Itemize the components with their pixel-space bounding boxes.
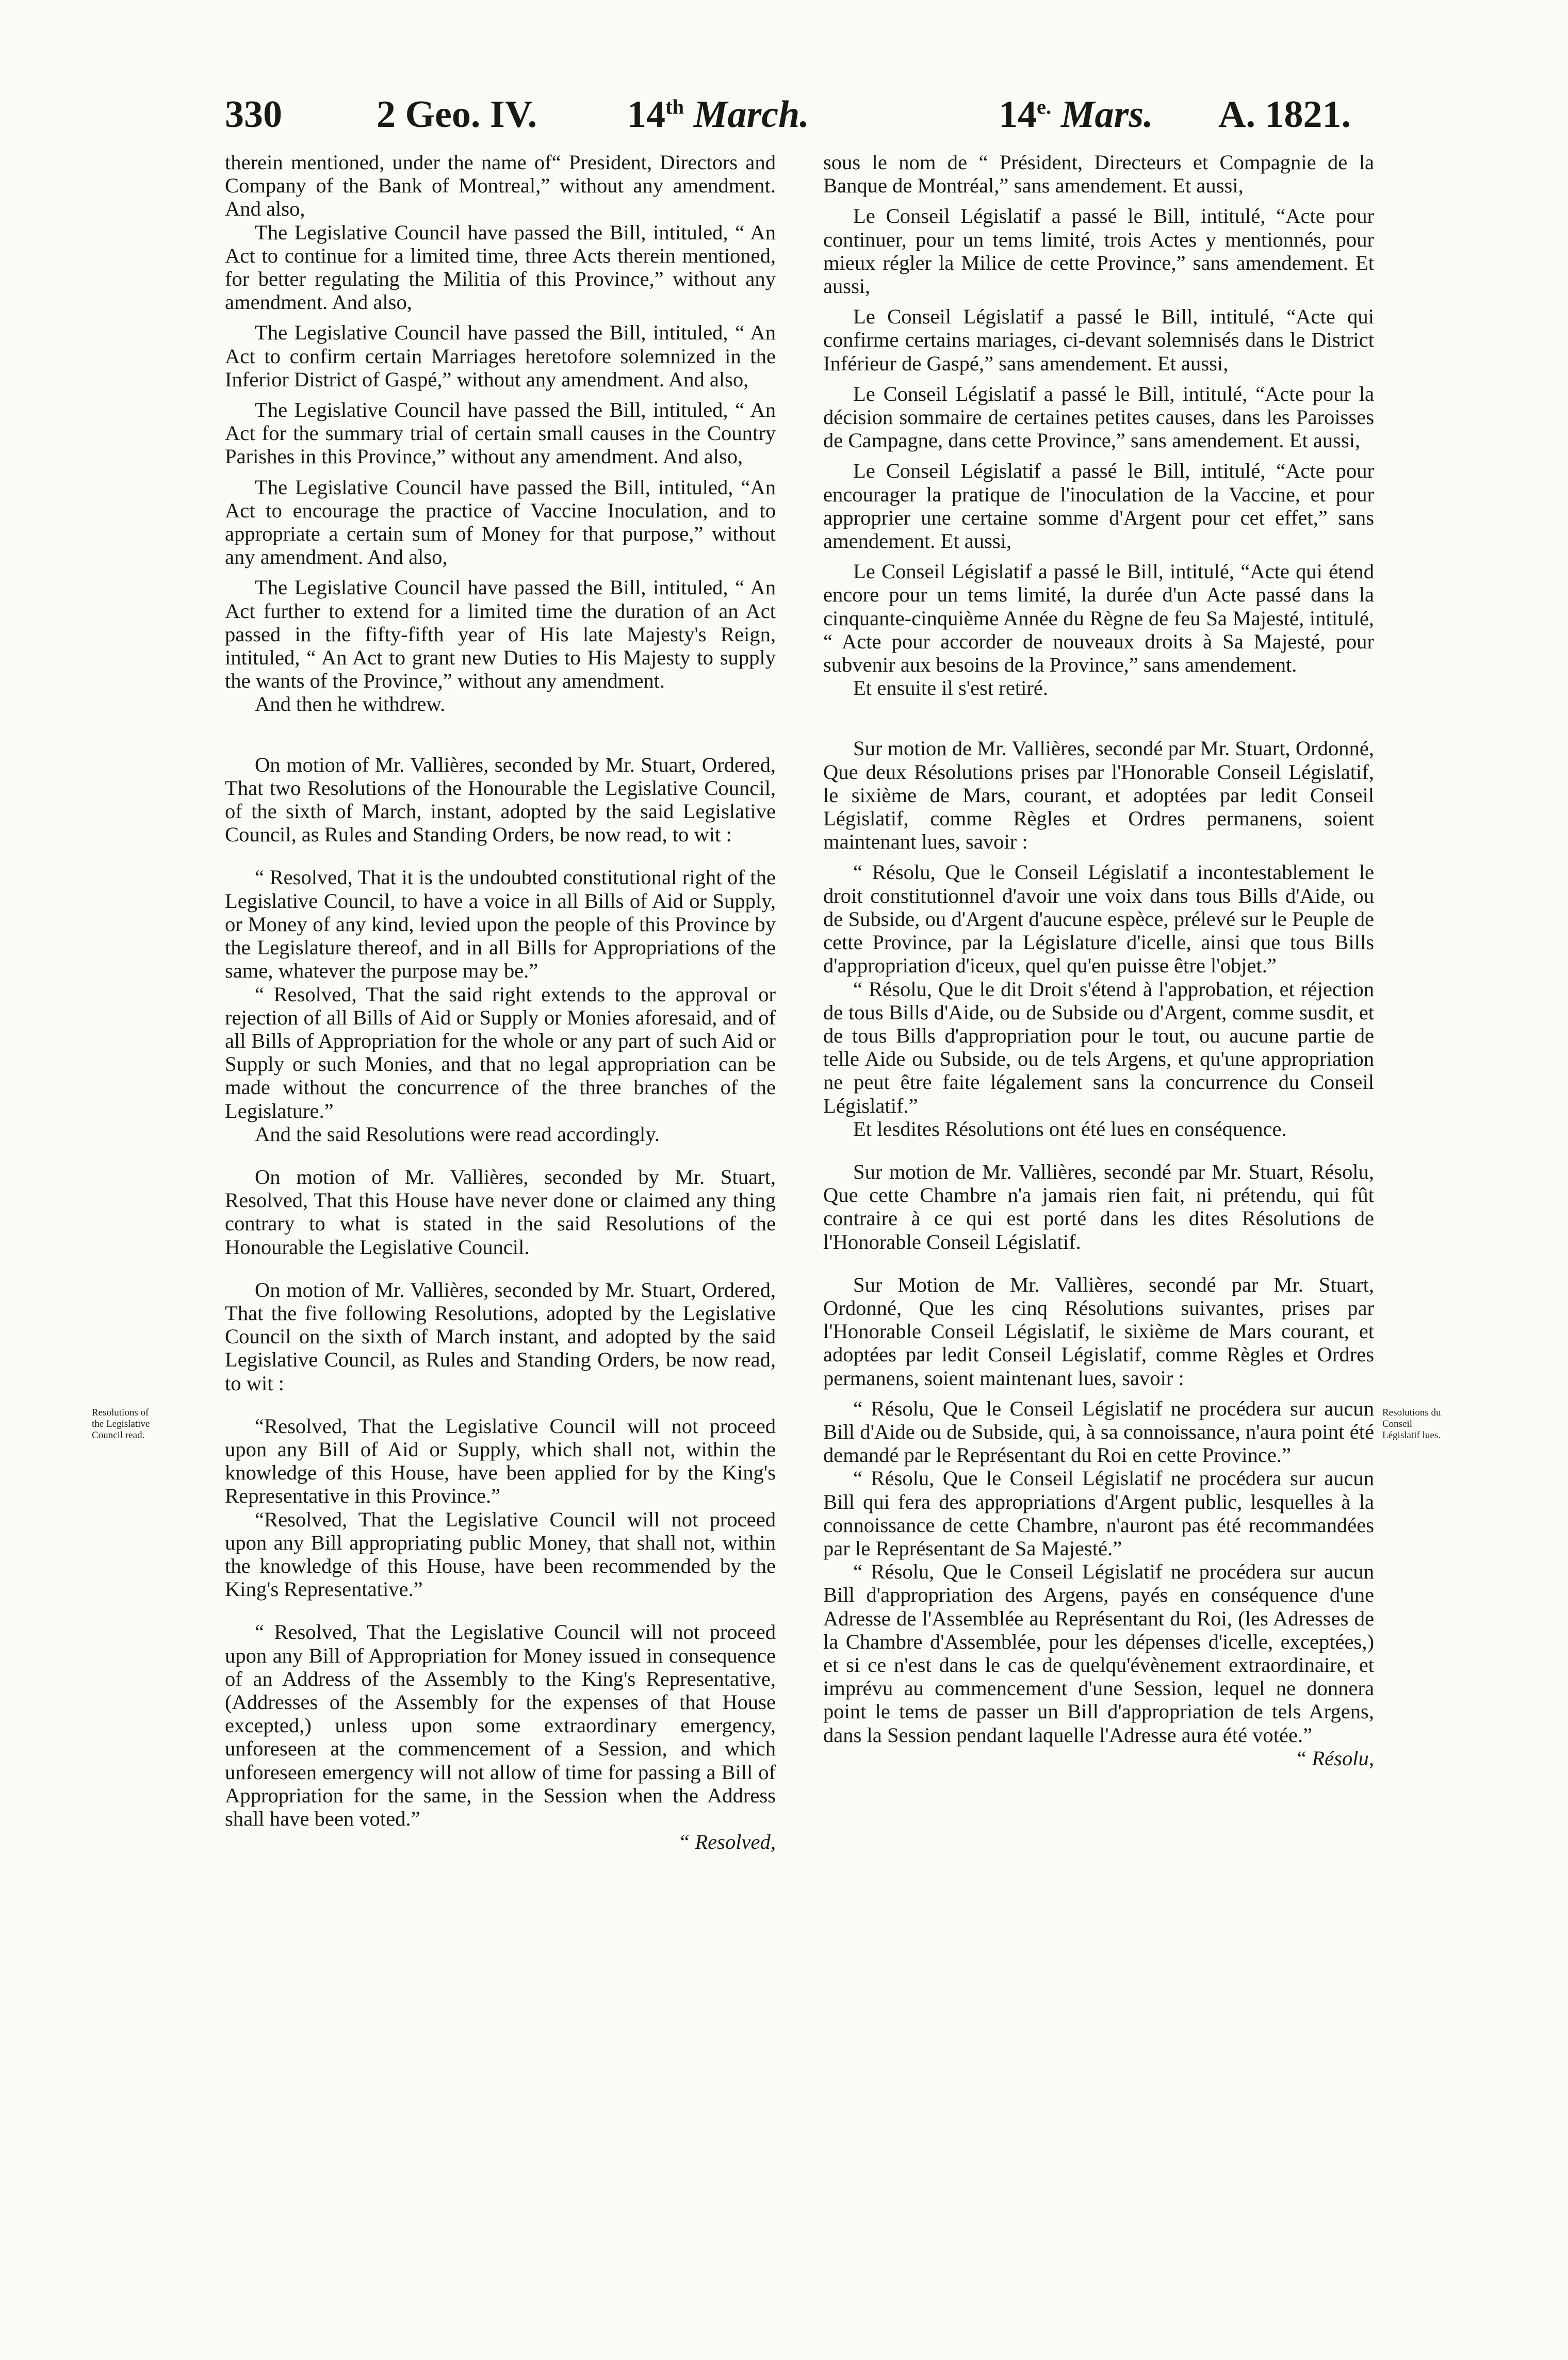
en-resolution-4: “Resolved, That the Legislative Council will not proceed upon any Bill appropriating public Money, that shall not, within the knowledge of this House, have been recommended by the King's Representative.” [225, 1507, 776, 1601]
fr-paragraph-2: Le Conseil Législatif a passé le Bill, intitulé, “Acte pour continuer, pour un tems limité, trois Actes y mentionnés, pour mieux régler la Milice de cette Province,” sans amendement. Et aussi, [823, 204, 1374, 298]
en-catchword: “ Resolved, [678, 1830, 776, 1854]
fr-paragraph-3: Le Conseil Législatif a passé le Bill, intitulé, “Acte qui confirme certains mariages, ci-devant solemnisés dans le District Inférieur de Gaspé,” sans amendement. Et aussi, [823, 305, 1374, 375]
en-paragraph-6: The Legislative Council have passed the Bill, intituled, “ An Act further to extend for a limited time the duration of an Act passed in the fifty-fifth year of His late Majesty's Reign, intituled, “ An Act to grant new Duties to His Majesty to supply the wants of the Province,” without any amendment. [225, 576, 776, 693]
fr-paragraph-6: Le Conseil Législatif a passé le Bill, intitulé, “Acte qui étend encore pour un tems limité, la durée d'un Acte passé dans la cinquante-cinquième Année du Règne de feu Sa Majesté, intitulé, “ Acte pour accorder de nouveaux droits à Sa Majesté, pour subvenir aux besoins de la Province,” sans amendement. [823, 560, 1374, 677]
english-column [225, 151, 776, 1853]
en-paragraph-3: The Legislative Council have passed the Bill, intituled, “ An Act to confirm certain Marriages heretofore solemnized in the Inferior District of Gaspé,” without any amendment. And also, [225, 321, 776, 391]
fr-paragraph-13: Sur Motion de Mr. Vallières, secondé par Mr. Stuart, Ordonné, Que les cinq Résolutions suivantes, prises par l'Honorable Conseil Législatif, le sixième de Mars courant, et adoptées par ledit Conseil Législatif, comme Règles et Ordres permanens, soient maintenant lues, savoir : [823, 1273, 1374, 1390]
margin-note-english: Resolutions of the Legislative Council read. [92, 1407, 150, 1441]
fr-resolution-5: “ Résolu, Que le Conseil Législatif ne procédera sur aucun Bill d'appropriation des Argens, payés en conséquence d'une Adresse de l'Assemblée au Représentant du Roi, (les Adresses de la Chambre d'Assemblée, pour les dépenses d'icelle, exceptées,) et si ce n'est dans le cas de quelqu'évènement extraordinaire, et imprévu au commencement d'une Session, lequel ne donnera point le tems de passer un Bill d'appropriation de tels Argens, dans la Session pendant laquelle l'Adresse aura été votée.” [823, 1560, 1374, 1747]
en-paragraph-5: The Legislative Council have passed the Bill, intituled, “An Act to encourage the practice of Vaccine Inoculation, and to appropriate a certain sum of Money for that purpose,” without any amendment. And also, [225, 475, 776, 569]
fr-resolution-1: “ Résolu, Que le Conseil Législatif a incontestablement le droit constitutionnel d'avoir une voix dans tous Bills d'Aide, ou de Subside, ou d'Argent d'aucune espèce, prélevé sur le Peuple de cette Province, par la Législature d'icelle, ainsi que tous Bills d'appropriation d'iceux, quel qu'en puisse être l'objet.” [823, 860, 1374, 978]
margin-note-french: Resolutions du Conseil Législatif lues. [1382, 1407, 1441, 1441]
fr-paragraph-4: Le Conseil Législatif a passé le Bill, intitulé, “Acte pour la décision sommaire de certaines petites causes, dans les Paroisses de Campagne, dans cette Province,” sans amendement. Et aussi, [823, 382, 1374, 452]
en-paragraph-12: On motion of Mr. Vallières, seconded by Mr. Stuart, Resolved, That this House have never done or claimed any thing contrary to what is stated in the said Resolutions of the Honourable the Legislative Council. [225, 1165, 776, 1259]
fr-paragraph-7: Et ensuite il s'est retiré. [853, 676, 1049, 700]
english-date: 14th March. [627, 93, 809, 136]
page-number: 330 [225, 93, 282, 136]
en-paragraph-2: The Legislative Council have passed the Bill, intituled, “ An Act to continue for a limited time, three Acts therein mentioned, for better regulating the Militia of this Province,” without any amendment. And also, [225, 220, 776, 314]
fr-paragraph-8: Sur motion de Mr. Vallières, secondé par Mr. Stuart, Ordonné, Que deux Résolutions prises par l'Honorable Conseil Législatif, le sixième de Mars, courant, et adoptées par ledit Conseil Législatif, comme Règles et Ordres permanens, soient maintenant lues, savoir : [823, 737, 1374, 854]
fr-resolution-4: “ Résolu, Que le Conseil Législatif ne procédera sur aucun Bill qui fera des appropriations d'Argent public, lesquelles à la connoissance de cette Chambre, n'auront pas été recommandées par le Représentant de Sa Majesté.” [823, 1467, 1374, 1560]
running-header [0, 31, 1568, 136]
calendar-year: A. 1821. [1218, 93, 1351, 136]
en-resolution-2: “ Resolved, That the said right extends to the approval or rejection of all Bills of Aid or Supply or Monies aforesaid, and of all Bills of Appropriation for the whole or any part of such Aid or Supply or such Monies, and that no legal appropriation can be made without the concurrence of the three branches of the Legislature.” [225, 982, 776, 1122]
en-paragraph-13: On motion of Mr. Vallières, seconded by Mr. Stuart, Ordered, That the five following Resolutions, adopted by the Legislative Council on the sixth of March instant, and adopted by the said Legislative Council, as Rules and Standing Orders, be now read, to wit : [225, 1278, 776, 1395]
fr-paragraph-11: Et lesdites Résolutions ont été lues en conséquence. [853, 1117, 1287, 1141]
en-paragraph-8: On motion of Mr. Vallières, seconded by Mr. Stuart, Ordered, That two Resolutions of the Honourable the Legislative Council, of the sixth of March, instant, adopted by the said Legislative Council, as Rules and Standing Orders, be now read, to wit : [225, 753, 776, 847]
en-paragraph-4: The Legislative Council have passed the Bill, intituled, “ An Act for the summary trial of certain small causes in the Country Parishes in this Province,” without any amendment. And also, [225, 398, 776, 468]
french-column [823, 151, 1374, 1770]
en-paragraph-7: And then he withdrew. [255, 692, 446, 716]
en-resolution-3: “Resolved, That the Legislative Council will not proceed upon any Bill of Aid or Supply, which shall not, within the knowledge of this House, have been applied for by the King's Representative in this Province.” [225, 1414, 776, 1508]
french-date: $14^{e.}$ Mars. [999, 93, 1153, 136]
en-paragraph-11: And the said Resolutions were read accordingly. [255, 1122, 660, 1146]
fr-paragraph-1: sous le nom de “ Président, Directeurs et Compagnie de la Banque de Montréal,” sans amendement. Et aussi, [823, 151, 1374, 198]
en-resolution-5: “ Resolved, That the Legislative Council will not proceed upon any Bill of Appropriation for Money issued in consequence of an Address of the Assembly to the King's Representative, (Addresses of the Assembly for the expenses of that House excepted,) unless upon some extraordinary emergency, unforeseen at the commencement of a Session, and which unforeseen emergency will not allow of time for passing a Bill of Appropriation for the same, in the Session when the Address shall have been voted.” [225, 1620, 776, 1830]
fr-paragraph-5: Le Conseil Législatif a passé le Bill, intitulé, “Acte pour encourager la pratique de l'inoculation de la Vaccine, et pour approprier une certaine somme d'Argent pour cet effet,” sans amendement. Et aussi, [823, 459, 1374, 553]
fr-resolution-3: “ Résolu, Que le Conseil Législatif ne procédera sur aucun Bill d'Aide ou de Subside, qui, à sa connoissance, n'aura point été demandé par le Représentant du Roi en cette Province.” [823, 1396, 1374, 1467]
fr-resolution-2: “ Résolu, Que le dit Droit s'étend à l'approbation, et réjection de tous Bills d'Aide, ou de Subside ou d'Argent, comme susdit, et de tous Bills d'appropriation pour le tout, ou aucune partie de telle Aide ou Subside, ou de tels Argens, et qu'une appropriation ne peut être faite légalement sans la concurrence du Conseil Législatif.” [823, 977, 1374, 1117]
en-paragraph-1: therein mentioned, under the name of“ President, Directors and Company of the Bank of Montreal,” without any amendment. And also, [225, 151, 776, 221]
fr-catchword: “ Résolu, [1295, 1746, 1374, 1770]
en-resolution-1: “ Resolved, That it is the undoubted constitutional right of the Legislative Council, to have a voice in all Bills of Aid or Supply, or Money of any kind, levied upon the people of this Province by the Legislature thereof, and in all Bills for Appropriations of the same, whatever the purpose may be.” [225, 866, 776, 983]
fr-paragraph-12: Sur motion de Mr. Vallières, secondé par Mr. Stuart, Résolu, Que cette Chambre n'a jamais rien fait, ni prétendu, qui fût contraire à ce qui est porté dans les dites Résolutions de l'Honorable Conseil Législatif. [823, 1160, 1374, 1254]
regnal-year: 2 Geo. IV. [377, 93, 537, 136]
